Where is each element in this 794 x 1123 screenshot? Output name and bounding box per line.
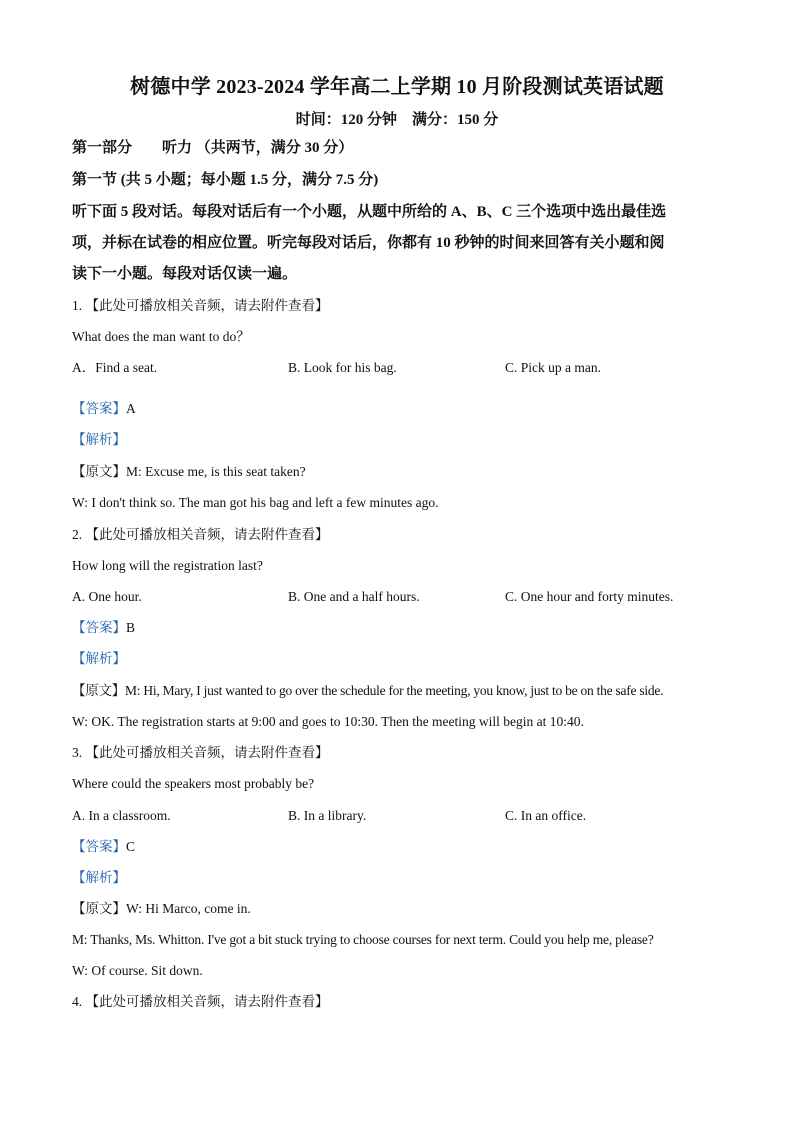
- instruction-line: 项，并标在试卷的相应位置。听完每段对话后，你都有 10 秒钟的时间来回答有关小题和阅: [72, 235, 665, 251]
- instruction-line: 读下一小题。每段对话仅读一遍。: [72, 266, 298, 282]
- audio-note[interactable]: 【此处可播放相关音频，请去附件查看】: [85, 527, 329, 542]
- instruction-line: 听下面 5 段对话。每段对话后有一个小题，从题中所给的 A、B、C 三个选项中选出最佳选: [72, 204, 667, 220]
- option-b: B. In a library.: [288, 808, 367, 823]
- page-title: 树德中学 2023-2024 学年高二上学期 10 月阶段测试英语试题: [130, 76, 664, 98]
- option-c: C. Pick up a man.: [505, 360, 601, 375]
- answer-row: [72, 619, 135, 637]
- analysis-label: 【解析】: [72, 870, 126, 885]
- transcript-row: [72, 463, 306, 481]
- transcript-line: W: I don't think so. The man got his bag and left a few minutes ago.: [72, 495, 439, 510]
- question-number: 1.: [72, 298, 83, 313]
- audio-note[interactable]: 【此处可播放相关音频，请去附件查看】: [85, 298, 329, 313]
- analysis-label: 【解析】: [72, 432, 126, 447]
- question-3-header: [72, 744, 329, 762]
- analysis-label: 【解析】: [72, 651, 126, 666]
- question-number: 3.: [72, 745, 83, 760]
- transcript-label: 【原文】: [72, 683, 125, 698]
- question-1-stem: What does the man want to do？: [72, 329, 250, 344]
- transcript-line: W: OK. The registration starts at 9:00 and goes to 10:30. Then the meeting will begin at 10:40.: [72, 714, 584, 729]
- question-number: 4.: [72, 994, 83, 1009]
- question-2-stem: How long will the registration last?: [72, 558, 263, 573]
- question-3-stem: Where could the speakers most probably be?: [72, 776, 315, 791]
- answer-label: 【答案】: [72, 839, 126, 854]
- transcript-line: W: Hi Marco, come in.: [126, 901, 251, 916]
- question-number: 2.: [72, 527, 83, 542]
- option-c: C. One hour and forty minutes.: [505, 589, 674, 604]
- option-b: B. One and a half hours.: [288, 589, 420, 604]
- audio-note[interactable]: 【此处可播放相关音频，请去附件查看】: [85, 745, 329, 760]
- transcript-label: 【原文】: [72, 901, 126, 916]
- option-a: A. One hour.: [72, 589, 142, 604]
- option-c: C. In an office.: [505, 808, 587, 823]
- answer-row: [72, 838, 135, 856]
- transcript-row: [72, 900, 251, 918]
- answer-label: 【答案】: [72, 620, 126, 635]
- answer-label: 【答案】: [72, 401, 126, 416]
- option-a: A．Find a seat.: [72, 360, 158, 375]
- option-b: B. Look for his bag.: [288, 360, 397, 375]
- transcript-line: M: Excuse me, is this seat taken?: [126, 464, 306, 479]
- answer-value: C: [126, 839, 136, 854]
- question-1-header: [72, 297, 329, 315]
- exam-time-score: 时间：120 分钟 满分：150 分: [295, 112, 499, 128]
- transcript-label: 【原文】: [72, 464, 126, 479]
- question-4-header: [72, 993, 329, 1011]
- part-heading: 第一部分 听力 （共两节，满分 30 分）: [72, 140, 354, 156]
- option-a: A. In a classroom.: [72, 808, 171, 823]
- instructions: [72, 197, 722, 290]
- answer-row: [72, 400, 136, 418]
- transcript-line: M: Hi, Mary, I just wanted to go over the schedule for the meeting, you know, just to be on the safe side.: [125, 683, 664, 698]
- subsection-heading: 第一节 (共 5 小题；每小题 1.5 分，满分 7.5 分): [72, 172, 379, 188]
- transcript-row: [72, 682, 663, 700]
- question-2-header: [72, 526, 329, 544]
- audio-note[interactable]: 【此处可播放相关音频，请去附件查看】: [85, 994, 329, 1009]
- answer-value: B: [126, 620, 136, 635]
- transcript-line: M: Thanks, Ms. Whitton. I've got a bit stuck trying to choose courses for next term. Could you help me, please?: [72, 932, 654, 947]
- answer-value: A: [126, 401, 136, 416]
- transcript-line: W: Of course. Sit down.: [72, 963, 203, 978]
